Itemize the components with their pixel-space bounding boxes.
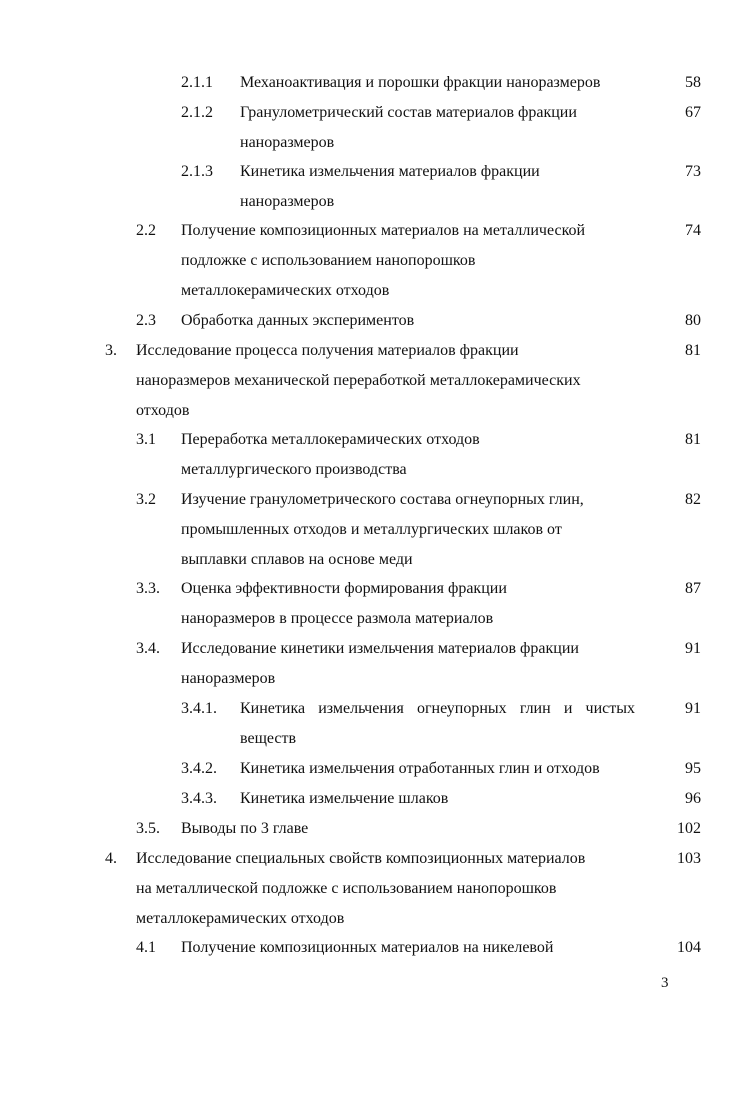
toc-entry-page: 95 — [685, 760, 701, 777]
toc-entry-number: 4. — [105, 850, 117, 867]
toc-entry-title — [136, 336, 641, 426]
toc-entry-page: 91 — [685, 700, 701, 717]
toc-entry-title — [181, 933, 641, 963]
toc-entry-title — [240, 98, 640, 158]
toc-entry-title — [181, 814, 641, 844]
toc-entry-number: 3.3. — [136, 580, 160, 597]
toc-entry-title — [240, 157, 640, 217]
toc-entry-title-line: металлургического производства — [181, 461, 407, 478]
toc-entry-title-line: наноразмеров — [240, 134, 335, 151]
toc-entry-title-line: наноразмеров — [181, 670, 276, 687]
toc-entry-page: 80 — [685, 312, 701, 329]
toc-entry-title — [181, 574, 641, 634]
toc-entry-title-line: Исследование специальных свойств композиционных материалов — [136, 850, 586, 867]
toc-entry-number: 3.4.2. — [181, 760, 217, 777]
toc-entry-page: 91 — [685, 640, 701, 657]
toc-entry-title-line: наноразмеров в процессе размола материалов — [181, 610, 494, 627]
toc-entry-title — [240, 68, 640, 98]
toc-entry-title-line: веществ — [240, 730, 297, 747]
toc-entry-title-line: Исследование кинетики измельчения материалов фракции — [181, 640, 579, 657]
toc-entry-title — [136, 844, 641, 934]
toc-entry-page: 67 — [685, 104, 701, 121]
toc-entry-title-line: металлокерамических отходов — [136, 910, 345, 927]
toc-entry-title-line: Механоактивация и порошки фракции наноразмеров — [240, 74, 601, 91]
toc-entry-number: 3.1 — [136, 431, 156, 448]
toc-entry-title-line: Изучение гранулометрического состава огнеупорных глин, — [181, 491, 584, 508]
toc-entry-number: 3.5. — [136, 820, 160, 837]
toc-entry-number: 2.1.1 — [181, 74, 213, 91]
toc-entry-title-line: металлокерамических отходов — [181, 282, 390, 299]
toc-entry-page: 82 — [685, 491, 701, 508]
toc-entry-title-line: Переработка металлокерамических отходов — [181, 431, 480, 448]
toc-entry-title — [240, 754, 640, 784]
toc-entry-title-line: Получение композиционных материалов на металлической — [181, 222, 586, 239]
toc-entry-page: 81 — [685, 342, 701, 359]
toc-entry-title — [181, 425, 641, 485]
toc-entry-page: 102 — [677, 820, 701, 837]
toc-entry-number: 2.1.3 — [181, 163, 213, 180]
toc-entry-title-line: Исследование процесса получения материалов фракции — [136, 342, 519, 359]
toc-entry-title — [181, 634, 641, 694]
toc-entry-title-line: Обработка данных экспериментов — [181, 312, 415, 329]
toc-entry-number: 3.4. — [136, 640, 160, 657]
toc-entry-title-line: Кинетика измельчения огнеупорных глин и чистых — [240, 700, 635, 717]
toc-entry-title-line: подложке с использованием нанопорошков — [181, 252, 476, 269]
toc-entry-number: 2.3 — [136, 312, 156, 329]
toc-entry-title-line: Выводы по 3 главе — [181, 820, 309, 837]
toc-entry-page: 81 — [685, 431, 701, 448]
toc-entry-number: 3. — [105, 342, 117, 359]
toc-entry-page: 104 — [677, 939, 701, 956]
toc-entry-page: 96 — [685, 790, 701, 807]
toc-entry-title — [181, 216, 641, 306]
toc-entry-number: 2.1.2 — [181, 104, 213, 121]
toc-entry-page: 74 — [685, 222, 701, 239]
toc-entry-title-line: Получение композиционных материалов на никелевой — [181, 939, 554, 956]
toc-entry-title-line: Оценка эффективности формирования фракции — [181, 580, 507, 597]
toc-entry-title-line: Кинетика измельчения отработанных глин и отходов — [240, 760, 600, 777]
toc-entry-title-line: наноразмеров механической переработкой металлокерамических — [136, 372, 581, 389]
toc-entry-title — [181, 485, 641, 575]
toc-entry-title-line: отходов — [136, 402, 190, 419]
page-number: 3 — [661, 975, 669, 991]
toc-entry-title-line: Кинетика измельчения материалов фракции — [240, 163, 540, 180]
toc-entry-title — [181, 306, 641, 336]
toc-entry-page: 87 — [685, 580, 701, 597]
toc-entry-number: 3.4.3. — [181, 790, 217, 807]
toc-entry-number: 3.2 — [136, 491, 156, 508]
toc-entry-title-line: промышленных отходов и металлургических шлаков от — [181, 521, 562, 538]
toc-entry-title-line: выплавки сплавов на основе меди — [181, 551, 413, 568]
toc-entry-page: 58 — [685, 74, 701, 91]
toc-entry-title — [240, 784, 640, 814]
toc-entry-number: 2.2 — [136, 222, 156, 239]
toc-entry-title-line: на металлической подложке с использованием нанопорошков — [136, 880, 557, 897]
toc-entry-page: 103 — [677, 850, 701, 867]
toc-entry-title-line: наноразмеров — [240, 193, 335, 210]
toc-entry-number: 4.1 — [136, 939, 156, 956]
toc-entry-page: 73 — [685, 163, 701, 180]
toc-entry-title-line: Гранулометрический состав материалов фракции — [240, 104, 577, 121]
toc-entry-title — [240, 694, 635, 754]
toc-entry-title-line: Кинетика измельчение шлаков — [240, 790, 449, 807]
toc-entry-number: 3.4.1. — [181, 700, 217, 717]
